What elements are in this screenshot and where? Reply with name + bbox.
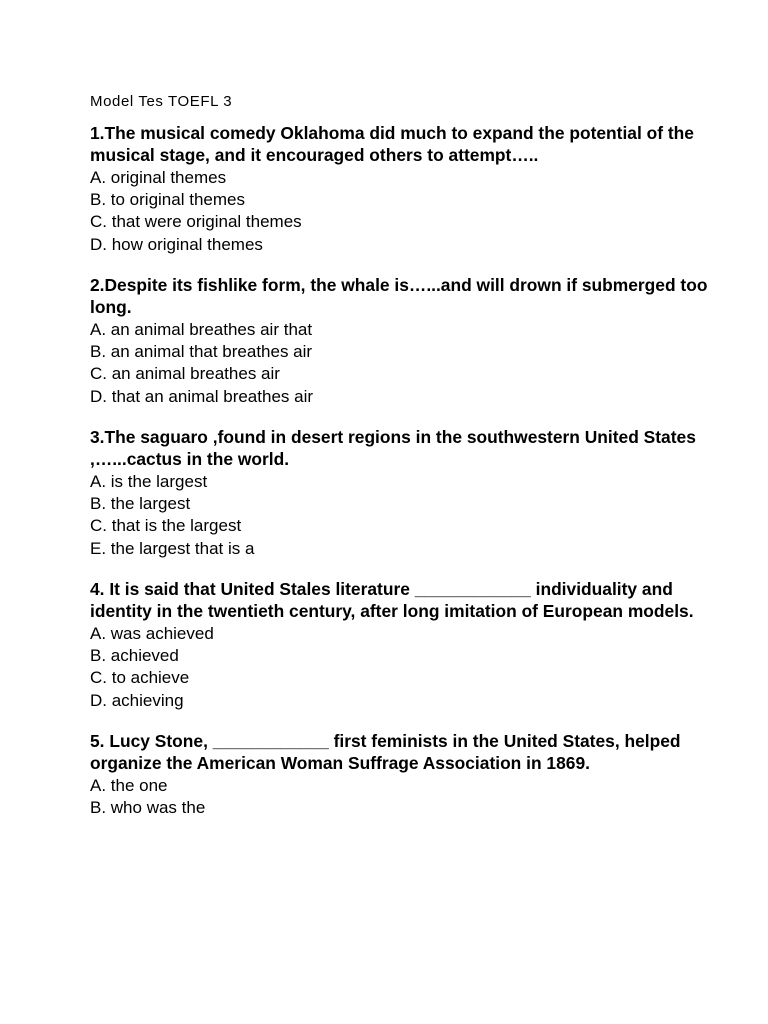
answer-option: C. that is the largest	[90, 516, 242, 536]
answer-options	[90, 167, 730, 256]
answer-option: C. that were original themes	[90, 212, 302, 232]
document-page	[90, 93, 730, 837]
answer-options	[90, 623, 730, 712]
answer-option: D. achieving	[90, 690, 184, 710]
answer-option: A. an animal breathes air that	[90, 319, 313, 339]
answer-option: D. that an animal breathes air	[90, 386, 314, 406]
answer-option: B. the largest	[90, 494, 191, 514]
question-text: 2.Despite its fishlike form, the whale is…...and will drown if submerged too long.	[90, 275, 708, 318]
answer-option: D. how original themes	[90, 234, 263, 254]
answer-options	[90, 319, 730, 408]
answer-option: C. to achieve	[90, 668, 190, 688]
question-text: 4. It is said that United Stales literature ____________ individuality and identity in the twentieth century, after long imitation of European models.	[90, 579, 694, 622]
question-text: 3.The saguaro ,found in desert regions in the southwestern United States ,…...cactus in the world.	[90, 427, 696, 470]
question-text: 5. Lucy Stone, ____________ first feminists in the United States, helped organize the American Woman Suffrage Association in 1869.	[90, 731, 681, 774]
answer-option: A. is the largest	[90, 471, 208, 491]
document-title: Model Tes TOEFL 3	[90, 93, 233, 110]
answer-options	[90, 471, 730, 560]
answer-option: B. an animal that breathes air	[90, 342, 313, 362]
answer-option: A. was achieved	[90, 623, 214, 643]
answer-option: A. the one	[90, 775, 168, 795]
question-2	[90, 274, 730, 408]
answer-option: B. who was the	[90, 798, 206, 818]
question-3	[90, 426, 730, 560]
question-4	[90, 578, 730, 712]
answer-option: B. achieved	[90, 646, 179, 666]
answer-option: A. original themes	[90, 167, 227, 187]
answer-option: B. to original themes	[90, 190, 245, 210]
question-text: 1.The musical comedy Oklahoma did much to expand the potential of the musical stage, and it encouraged others to attempt…..	[90, 123, 694, 166]
answer-option: C. an animal breathes air	[90, 364, 280, 384]
answer-options	[90, 775, 730, 820]
question-5	[90, 730, 730, 819]
question-1	[90, 122, 730, 256]
answer-option: E. the largest that is a	[90, 538, 255, 558]
